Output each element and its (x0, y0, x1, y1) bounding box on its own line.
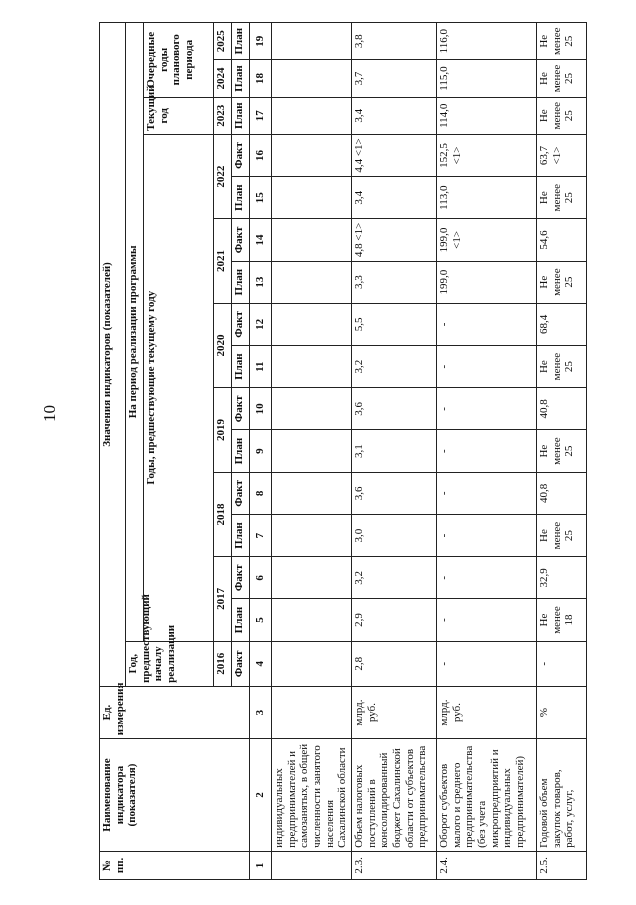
header-years-before: Годы, предшествующие текущему году (144, 134, 214, 641)
cell-value: 3,3 (352, 261, 437, 303)
cell-value: Не менее 25 (537, 177, 587, 219)
cell-value: - (437, 557, 537, 599)
cell-value: 4,8 <1> (352, 219, 437, 261)
column-number: 6 (250, 557, 272, 599)
header-plan: План (232, 514, 250, 556)
row-unit: % (537, 686, 587, 738)
header-fact: Факт (232, 557, 250, 599)
column-number: 17 (250, 97, 272, 134)
header-plan: План (232, 261, 250, 303)
column-number: 8 (250, 472, 272, 514)
cell-value: Не менее 25 (537, 23, 587, 60)
cell-value (272, 303, 352, 345)
cell-value: Не менее 25 (537, 430, 587, 472)
cell-value: 3,2 (352, 557, 437, 599)
cell-value: Не менее 25 (537, 261, 587, 303)
cell-value (272, 388, 352, 430)
column-number: 5 (250, 599, 272, 641)
cell-value: - (437, 641, 537, 686)
cell-value (272, 219, 352, 261)
cell-value (272, 557, 352, 599)
cell-value: 152,5 <1> (437, 134, 537, 176)
row-name: Годовой объем закупок товаров, работ, услуг, (537, 739, 587, 852)
header-fact: Факт (232, 303, 250, 345)
cell-value (272, 23, 352, 60)
cell-value (272, 261, 352, 303)
cell-value: Не менее 25 (537, 514, 587, 556)
rotated-table-container (99, 22, 586, 880)
column-number: 1 (250, 851, 272, 879)
row-name: индивидуальных предпринимателей и самозанятых, в общей численности занятого населения Сахалинской области (272, 739, 352, 852)
cell-value: 68,4 (537, 303, 587, 345)
cell-value: 3,1 (352, 430, 437, 472)
cell-value (272, 346, 352, 388)
header-year: 2025 (214, 23, 232, 60)
column-number: 7 (250, 514, 272, 556)
cell-value: Не менее 25 (537, 97, 587, 134)
header-period-title: На период реализации программы (126, 23, 144, 642)
cell-value: 116,0 (437, 23, 537, 60)
table-row (352, 23, 437, 880)
cell-value (272, 60, 352, 97)
column-number: 18 (250, 60, 272, 97)
cell-value: 63,7 <1> (537, 134, 587, 176)
header-year: 2021 (214, 219, 232, 303)
header-values-title: Значения индикаторов (показателей) (100, 23, 126, 687)
header-fact: Факт (232, 134, 250, 176)
cell-value: - (437, 599, 537, 641)
header-plan: План (232, 60, 250, 97)
cell-value: 4,4 <1> (352, 134, 437, 176)
header-fact: Факт (232, 388, 250, 430)
header-next-years: Очередные годы планового периода (144, 23, 214, 98)
row-num: 2.4. (437, 851, 537, 879)
cell-value (272, 641, 352, 686)
cell-value: 114,0 (437, 97, 537, 134)
cell-value: 199,0 <1> (437, 219, 537, 261)
cell-value (272, 472, 352, 514)
column-number: 16 (250, 134, 272, 176)
cell-value: - (437, 388, 537, 430)
column-number: 19 (250, 23, 272, 60)
cell-value (272, 514, 352, 556)
cell-value: 2,8 (352, 641, 437, 686)
cell-value: 3,6 (352, 388, 437, 430)
row-num (272, 851, 352, 879)
cell-value: 3,4 (352, 97, 437, 134)
cell-value: - (437, 514, 537, 556)
cell-value: Не менее 18 (537, 599, 587, 641)
cell-value: 3,6 (352, 472, 437, 514)
cell-value: 40,8 (537, 388, 587, 430)
table-row (272, 23, 352, 880)
cell-value: 3,4 (352, 177, 437, 219)
header-col-name: Наименование индикатора (показателя) (100, 739, 250, 852)
column-number: 9 (250, 430, 272, 472)
column-number: 3 (250, 686, 272, 738)
row-name: Оборот субъектов малого и среднего предпринимательства (без учета микропредприятий и индивидуальных предпринимателей) (437, 739, 537, 852)
row-num: 2.3. (352, 851, 437, 879)
cell-value: 32,9 (537, 557, 587, 599)
cell-value: 54,6 (537, 219, 587, 261)
header-prior-year: Год, предшествующий началу реализации (126, 641, 214, 686)
cell-value: 40,8 (537, 472, 587, 514)
header-plan: План (232, 430, 250, 472)
header-fact: Факт (232, 641, 250, 686)
table-row (537, 23, 587, 880)
header-plan: План (232, 346, 250, 388)
cell-value (272, 599, 352, 641)
header-year: 2020 (214, 303, 232, 387)
cell-value: - (437, 430, 537, 472)
column-number: 4 (250, 641, 272, 686)
header-plan: План (232, 599, 250, 641)
table-row (437, 23, 537, 880)
header-plan: План (232, 23, 250, 60)
cell-value (272, 97, 352, 134)
column-number: 14 (250, 219, 272, 261)
header-current-year: Текущий год (144, 97, 214, 134)
row-unit: млрд. руб. (352, 686, 437, 738)
header-year: 2022 (214, 134, 232, 218)
header-year: 2019 (214, 388, 232, 472)
cell-value: 3,2 (352, 346, 437, 388)
cell-value: 5,5 (352, 303, 437, 345)
cell-value: - (537, 641, 587, 686)
cell-value: - (437, 346, 537, 388)
column-number: 2 (250, 739, 272, 852)
header-fact: Факт (232, 472, 250, 514)
row-unit (272, 686, 352, 738)
cell-value: 115,0 (437, 60, 537, 97)
cell-value: 3,0 (352, 514, 437, 556)
header-year: 2016 (214, 641, 232, 686)
header-plan: План (232, 177, 250, 219)
cell-value: 199,0 (437, 261, 537, 303)
column-number: 12 (250, 303, 272, 345)
header-fact: Факт (232, 219, 250, 261)
cell-value: 113,0 (437, 177, 537, 219)
row-name: Объем налоговых поступлений в консолидированный бюджет Сахалинской области от субъектов предпринимательства (352, 739, 437, 852)
header-plan: План (232, 97, 250, 134)
header-col-unit: Ед. измерения (100, 686, 250, 738)
cell-value: 2,9 (352, 599, 437, 641)
column-number: 10 (250, 388, 272, 430)
page-number: 10 (40, 405, 59, 422)
cell-value (272, 177, 352, 219)
cell-value: - (437, 303, 537, 345)
column-number: 13 (250, 261, 272, 303)
header-year: 2018 (214, 472, 232, 556)
row-num: 2.5. (537, 851, 587, 879)
cell-value (272, 134, 352, 176)
row-unit: млрд. руб. (437, 686, 537, 738)
cell-value: Не менее 25 (537, 346, 587, 388)
header-year: 2017 (214, 557, 232, 641)
column-number: 15 (250, 177, 272, 219)
header-year: 2023 (214, 97, 232, 134)
column-number: 11 (250, 346, 272, 388)
cell-value: - (437, 472, 537, 514)
indicators-table (99, 22, 587, 880)
cell-value: Не менее 25 (537, 60, 587, 97)
header-col-num: № пп. (100, 851, 250, 879)
header-year: 2024 (214, 60, 232, 97)
cell-value (272, 430, 352, 472)
cell-value: 3,8 (352, 23, 437, 60)
cell-value: 3,7 (352, 60, 437, 97)
